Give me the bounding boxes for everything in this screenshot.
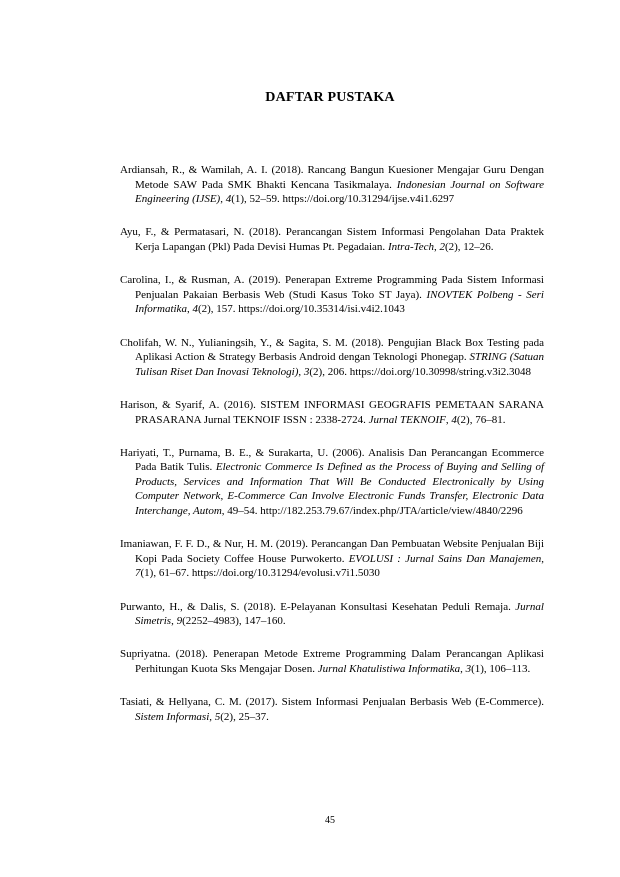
ref-text: Hariyati, T., Purnama, B. E., & Surakarta, U. (2006). Analisis Dan Perancangan Ecommerce Pada Batik Tulis. <box>120 446 544 474</box>
ref-text: (1), 61–67. https://doi.org/10.31294/evolusi.v7i1.5030 <box>140 567 380 580</box>
ref-journal: INOVTEK Polbeng - Seri Informatika <box>135 288 544 316</box>
ref-journal: Jurnal Khatulistiwa Informatika <box>317 663 461 675</box>
ref-volume: 4 <box>192 303 198 316</box>
ref-journal: Intra-Tech <box>387 240 434 253</box>
ref-text: , <box>171 615 177 628</box>
ref-text: , <box>445 413 452 426</box>
ref-volume: 2 <box>439 240 445 253</box>
ref-text: (1), 52–59. https://doi.org/10.31294/ijse.v4i1.6297 <box>231 193 455 206</box>
ref-text: , <box>186 303 193 316</box>
ref-journal: Indonesian Journal on Software Engineering (IJSE) <box>135 178 544 206</box>
reference-entry <box>120 336 544 380</box>
ref-text: (2252–4983), 147–160. <box>182 615 286 628</box>
ref-volume: 4 <box>225 193 232 206</box>
ref-text: (2), 157. https://doi.org/10.35314/isi.v4i2.1043 <box>197 303 405 316</box>
ref-text: (1), 106–113. <box>471 663 531 675</box>
ref-volume: 3 <box>465 663 472 675</box>
ref-text: Cholifah, W. N., Yulianingsih, Y., & Sagita, S. M. (2018). Pengujian Black Box Testing pada Aplikasi Action & Strategy Berbasis Android dengan Teknologi Phonegap. <box>120 336 544 364</box>
ref-text: (2), 25–37. <box>220 710 269 723</box>
reference-entry <box>120 273 544 317</box>
ref-text: Ardiansah, R., & Wamilah, A. I. (2018). Rancang Bangun Kuesioner Mengajar Guru Dengan Metode SAW Pada SMK Bhakti Kencana Tasikmalaya. <box>120 164 544 191</box>
reference-entry <box>120 446 544 519</box>
ref-journal: Jurnal TEKNOIF <box>368 413 446 426</box>
ref-text: , <box>209 710 215 723</box>
ref-journal: STRING (Satuan Tulisan Riset Dan Inovasi Teknologi) <box>135 351 545 378</box>
page-title: DAFTAR PUSTAKA <box>265 90 395 105</box>
reference-entry <box>120 647 544 676</box>
ref-volume: 3 <box>303 365 310 378</box>
ref-text: Tasiati, & Hellyana, C. M. (2017). Sistem Informasi Penjualan Berbasis Web (E-Commerce). <box>120 696 544 709</box>
ref-text: Ayu, F., & Permatasari, N. (2018). Perancangan Sistem Informasi Pengolahan Data Praktek Kerja Lapangan (Pkl) Pada Devisi Humas Pt. Pegadaian. <box>120 226 544 253</box>
ref-volume: 7 <box>135 567 141 580</box>
reference-entry <box>120 398 544 427</box>
reference-list <box>120 152 544 743</box>
reference-entry <box>120 695 544 724</box>
ref-text: , <box>433 240 440 253</box>
reference-entry <box>120 600 544 629</box>
ref-text: (2), 12–26. <box>444 240 494 253</box>
ref-text: Purwanto, H., & Dalis, S. (2018). E-Pelayanan Konsultasi Kesehatan Peduli Remaja. <box>120 600 516 613</box>
ref-text: (2), 206. https://doi.org/10.30998/string.v3i2.3048 <box>309 365 532 378</box>
ref-text: , <box>541 552 544 565</box>
ref-volume: 4 <box>451 413 457 426</box>
ref-journal: Jurnal Simetris <box>135 600 544 628</box>
ref-journal: Sistem Informasi <box>135 710 210 723</box>
ref-text: Harison, & Syarif, A. (2016). SISTEM INFORMASI GEOGRAFIS PEMETAAN SARANA PRASARANA Jurnal TEKNOIF ISSN : 2338-2724. <box>120 398 544 426</box>
ref-text: (2), 76–81. <box>456 413 506 426</box>
reference-entry <box>120 163 544 207</box>
ref-text: , <box>220 193 226 206</box>
page-number: 45 <box>325 815 335 826</box>
ref-volume: 5 <box>214 710 221 723</box>
ref-text: , <box>298 365 304 378</box>
ref-text: Supriyatna. (2018). Penerapan Metode Extreme Programming Dalam Perancangan Aplikasi Perhitungan Kuota Sks Mengajar Dosen. <box>120 648 544 675</box>
ref-text: Carolina, I., & Rusman, A. (2019). Penerapan Extreme Programming Pada Sistem Informasi Penjualan Pakaian Berbasis Web (Studi Kasus Toko ST Jaya). <box>120 274 544 301</box>
ref-text: , <box>460 663 466 675</box>
reference-entry <box>120 225 544 254</box>
ref-journal: Electronic Commerce Is Defined as the Process of Buying and Selling of Products, Services and Information That Will Be Conducted Electronically by Using Computer Network, E-Commerce Can Involve Electronic Funds Transfer, Electronic Data Interchange, Autom <box>135 461 544 518</box>
ref-text: , 49–54. http://182.253.79.67/index.php/JTA/article/view/4840/2296 <box>221 505 523 518</box>
ref-text: Imaniawan, F. F. D., & Nur, H. M. (2019). Perancangan Dan Pembuatan Website Penjualan Biji Kopi Pada Society Coffee House Purwokerto. <box>120 538 544 565</box>
reference-entry <box>120 537 544 581</box>
ref-journal: EVOLUSI : Jurnal Sains Dan Manajemen <box>348 552 542 565</box>
ref-volume: 9 <box>176 615 183 628</box>
